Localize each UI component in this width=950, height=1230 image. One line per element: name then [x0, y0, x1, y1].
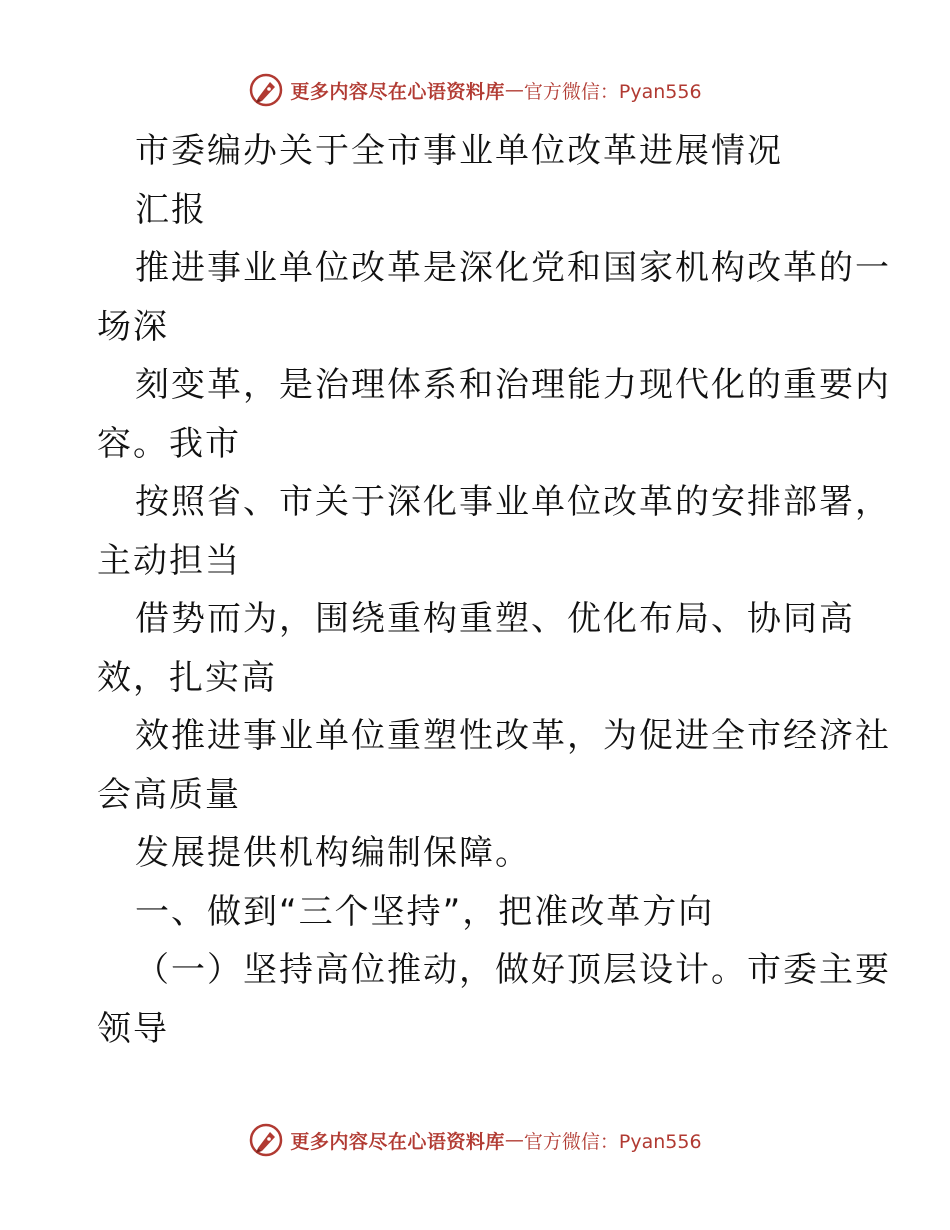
text-line: 容。我市	[97, 423, 241, 464]
banner-main-text: 更多内容尽在心语资料库	[290, 80, 505, 103]
text-line: 场深	[97, 306, 169, 347]
text-line: 汇报	[135, 189, 207, 230]
pen-nib-logo-icon	[248, 1122, 284, 1158]
document-body	[97, 122, 891, 1058]
pen-nib-logo-icon	[248, 72, 284, 108]
text-line: 借势而为，围绕重构重塑、优化布局、协同高	[135, 599, 855, 639]
text-line: （一）坚持高位推动，做好顶层设计。市委主要	[135, 950, 891, 990]
text-line: 效推进事业单位重塑性改革，为促进全市经济社	[135, 716, 891, 756]
banner-wechat-text: 官方微信：Pyan556	[523, 1130, 702, 1153]
text-line: 发展提供机构编制保障。	[135, 833, 531, 873]
text-line: 按照省、市关于深化事业单位改革的安排部署，	[135, 482, 891, 522]
text-line: 主动担当	[97, 540, 241, 581]
text-line: 一、做到“三个坚持”，把准改革方向	[135, 891, 715, 932]
text-line: 市委编办关于全市事业单位改革进展情况	[135, 131, 783, 171]
text-line: 领导	[97, 1008, 169, 1049]
banner-separator: —	[504, 79, 524, 101]
banner-separator: —	[504, 1129, 524, 1151]
text-line: 推进事业单位改革是深化党和国家机构改革的一	[135, 248, 891, 288]
header-banner	[0, 70, 950, 110]
banner-main-text: 更多内容尽在心语资料库	[290, 1130, 505, 1153]
text-line: 效，扎实高	[97, 657, 277, 698]
banner-wechat-text: 官方微信：Pyan556	[523, 80, 702, 103]
footer-banner	[0, 1120, 950, 1160]
text-line: 会高质量	[97, 774, 241, 815]
text-line: 刻变革，是治理体系和治理能力现代化的重要内	[135, 365, 891, 405]
